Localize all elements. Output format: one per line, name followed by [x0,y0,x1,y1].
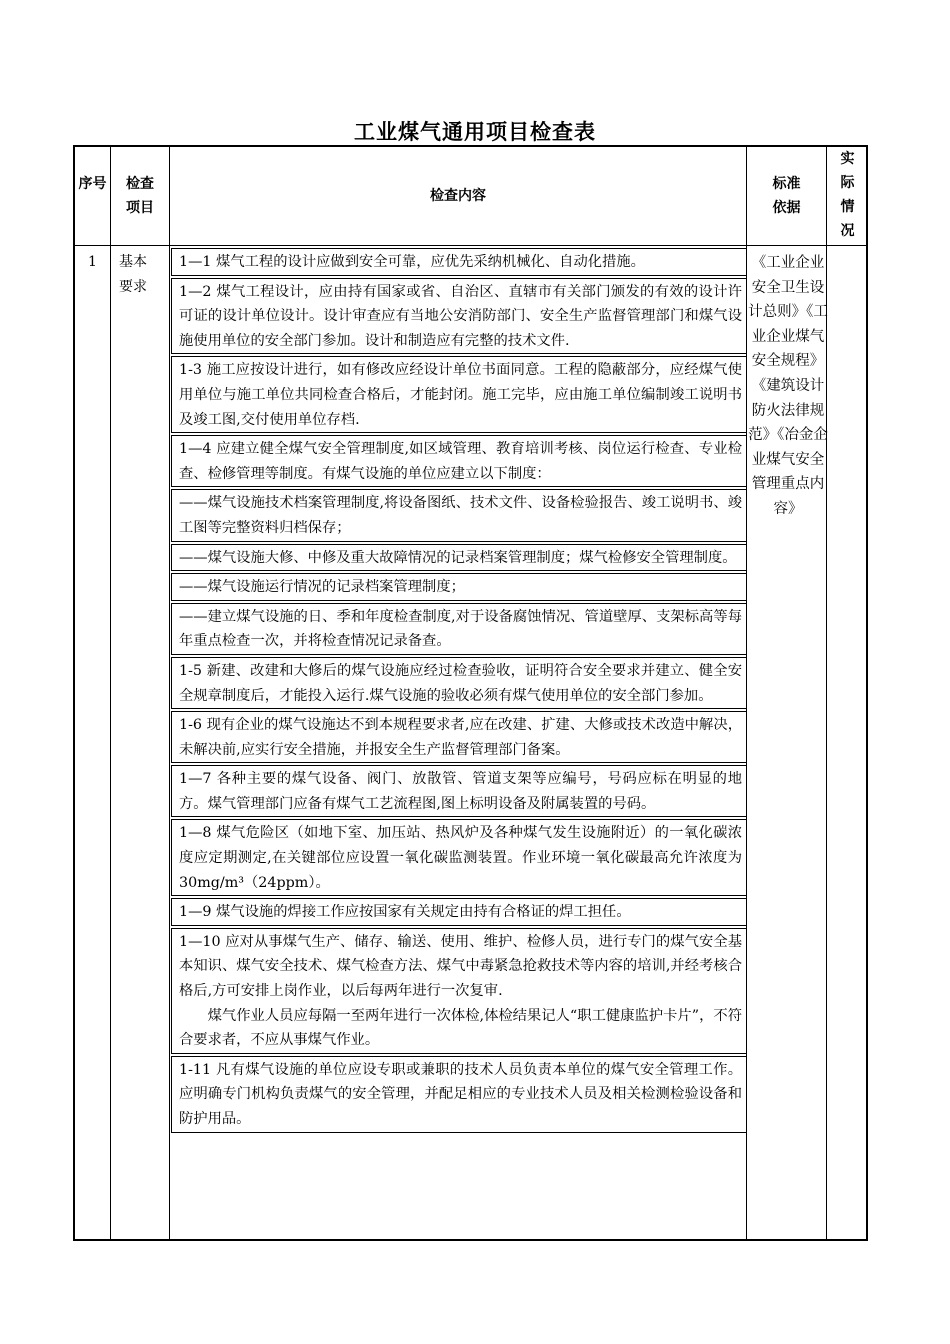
content-paragraph: ——煤气设施运行情况的记录档案管理制度； [179,579,465,596]
content-paragraph: 1-3 施工应按设计进行，如有修改应经设计单位书面同意。工程的隐蔽部分，应经煤气使用单位与施工单位共同检查合格后，才能封闭。施工完毕，应由施工单位编制竣工说明书及竣工图,交付使用单位存档. [179,362,742,428]
header-item: 检查项目 [126,176,154,216]
content-paragraph: 1—9 煤气设施的焊接工作应按国家有关规定由持有合格证的焊工担任。 [179,904,631,921]
page-title: 工业煤气通用项目检查表 [354,120,596,144]
column-divider [169,147,170,1239]
content-paragraph: 煤气作业人员应每隔一至两年进行一次体检,体检结果记人“职工健康监护卡片”，不符合要求者，不应从事煤气作业。 [179,1007,742,1049]
content-item [171,657,747,709]
content-item [171,928,747,1054]
content-item [171,765,747,817]
content-item [171,356,747,433]
header-seq: 序号 [78,176,107,192]
content-item [171,278,747,355]
row-item: 基本要求 [119,254,147,295]
content-list [171,248,747,1135]
header-actual: 实际情况 [840,151,855,239]
content-paragraph: 1—10 应对从事煤气生产、储存、输送、使用、维护、检修人员，进行专门的煤气安全基本知识、煤气安全技术、煤气检查方法、煤气中毒紧急抢救技术等内容的培训,并经考核合格后,方可安排上岗作业，以后每两年进行一次复审. [179,933,742,1000]
content-paragraph: 1—7 各种主要的煤气设备、阀门、放散管、管道支架等应编号，号码应标在明显的地方。煤气管理部门应备有煤气工艺流程图,图上标明设备及附属装置的号码。 [179,771,742,812]
content-item [171,711,747,763]
row-basis: 《工业企业安全卫生设计总则》《工业企业煤气安全规程》《建筑设计防火法律规范》《冶金企业煤气安全管理重点内容》 [748,255,828,517]
content-paragraph: 1—1 煤气工程的设计应做到安全可靠，应优先采纳机械化、自动化措施。 [179,254,645,270]
content-item [171,819,747,896]
content-item [171,1056,747,1133]
header-basis: 标准依据 [772,176,801,216]
header-content: 检查内容 [430,188,486,204]
content-item [171,544,747,572]
content-paragraph: 1-5 新建、改建和大修后的煤气设施应经过检查验收，证明符合安全要求并建立、健全安全规章制度后，才能投入运行.煤气设施的验收必须有煤气使用单位的安全部门参加。 [179,662,742,704]
content-paragraph: 1—2 煤气工程设计，应由持有国家或省、自治区、直辖市有关部门颁发的有效的设计许可证的设计单位设计。设计审查应有当地公安消防部门、安全生产监督管理部门和煤气设施使用单位的安全部门参加。设计和制造应有完整的技术文件. [179,283,742,349]
content-paragraph: 1-11 凡有煤气设施的单位应设专职或兼职的技术人员负责本单位的煤气安全管理工作。应明确专门机构负责煤气的安全管理，并配足相应的专业技术人员及相关检测检验设备和防护用品。 [179,1061,742,1127]
content-paragraph: ——建立煤气设施的日、季和年度检查制度,对于设备腐蚀情况、管道壁厚、支架标高等每年重点检查一次，并将检查情况记录备查。 [179,608,742,650]
content-item [171,573,747,601]
content-item [171,248,747,276]
content-paragraph: 1-6 现有企业的煤气设施达不到本规程要求者,应在改建、扩建、大修或技术改造中解决，未解决前,应实行安全措施，并报安全生产监督管理部门备案。 [179,717,742,758]
content-paragraph: 1—4 应建立健全煤气安全管理制度,如区域管理、教育培训考核、岗位运行检查、专业检查、检修管理等制度。有煤气设施的单位应建立以下制度： [179,441,742,482]
content-item [171,435,747,487]
inspection-table [73,145,868,1241]
header-divider [75,245,866,246]
content-item [171,898,747,926]
column-divider [110,147,111,1239]
content-paragraph: 1—8 煤气危险区（如地下室、加压站、热风炉及各种煤气发生设施附近）的一氧化碳浓度应定期测定,在关键部位应设置一氧化碳监测装置。作业环境一氧化碳最高允许浓度为 30mg/m³（24ppm）。 [179,825,742,891]
content-paragraph: ——煤气设施技术档案管理制度,将设备图纸、技术文件、设备检验报告、竣工说明书、竣工图等完整资料归档保存； [179,495,742,536]
content-paragraph: ——煤气设施大修、中修及重大故障情况的记录档案管理制度；煤气检修安全管理制度。 [179,549,737,566]
row-seq: 1 [88,254,97,270]
content-item [171,603,747,655]
content-item [171,489,747,541]
